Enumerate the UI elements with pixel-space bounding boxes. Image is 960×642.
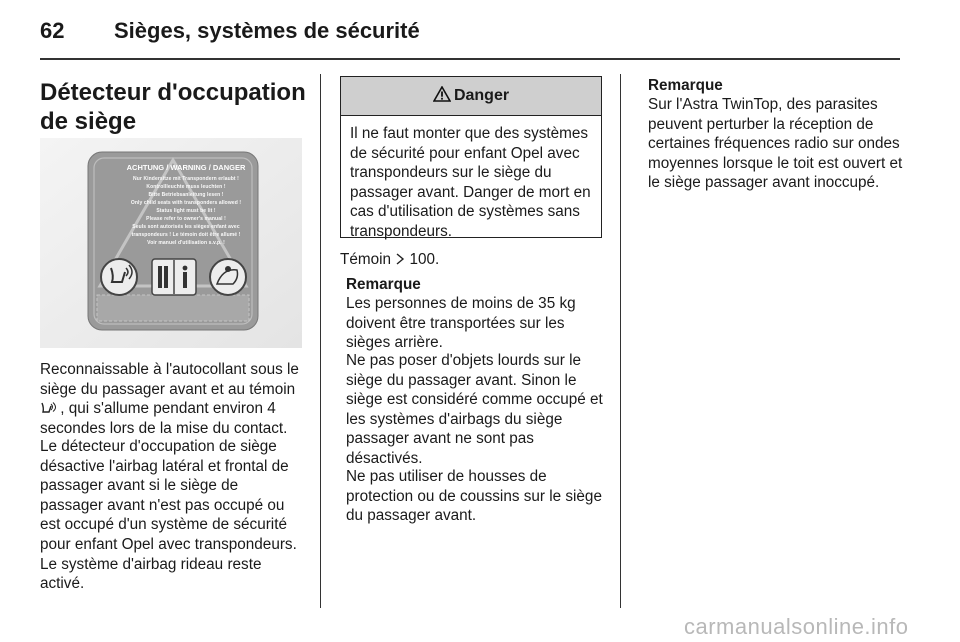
sticker-header: ACHTUNG / WARNING / DANGER [126, 163, 246, 172]
col1-p1-rest: , qui s'allume pendant environ 4 secondes lors de la mise du contact. [40, 400, 288, 437]
note-paragraph-twintop: Sur l'Astra TwinTop, des parasites peuvent perturber la réception de certaines fréquences radio sur ondes moyennes lorsque le toit est ouvert et le siège passager avant inoccupé. [648, 96, 903, 192]
sticker-line: Seuls sont autorisés les sièges enfant avec [132, 224, 240, 230]
sticker-line: Status light must be lit ! [156, 208, 216, 214]
note-label: Remarque [346, 276, 421, 293]
note-paragraph-3: Ne pas utiliser de housses de protection ou de coussins sur le siège du passager avant. [346, 468, 602, 525]
temoin-page-ref[interactable]: 100. [409, 251, 440, 268]
watermark: carmanualsonline.info [684, 614, 909, 639]
sticker-line: Bitte Betriebsanleitung lesen ! [148, 192, 224, 198]
sticker-line: Only child seats with transponders allowed ! [130, 200, 242, 206]
sticker-photo [40, 138, 302, 348]
sticker-line: Kontrollleuchte muss leuchten ! [146, 184, 226, 190]
temoin-reference [340, 250, 602, 270]
seat-occupancy-indicator-icon [40, 400, 60, 417]
header-rule [40, 58, 900, 60]
column-divider-right [620, 74, 621, 608]
col1-p1-text: Reconnaissable à l'autocollant sous le siège du passager avant et au témoin [40, 361, 299, 398]
section-title: Détecteur d'occupation de siège [40, 79, 306, 135]
danger-label: Danger [453, 87, 510, 104]
danger-box [340, 76, 602, 238]
note-paragraph-2: Ne pas poser d'objets lourds sur le siège du passager avant. Sinon le siège est considéré comme occupé et les systèmes d'airbags du siège passager avant ne sont pas désactivés. [346, 352, 603, 467]
sticker-line: Please refer to owner's manual ! [146, 216, 226, 222]
danger-text: Il ne faut monter que des systèmes de sécurité pour enfant Opel avec transpondeurs sur le siège du passager avant. Danger de mort en cas d'utilisation de systèmes sans transpondeurs. [350, 125, 591, 240]
column-divider-left [320, 74, 321, 608]
col1-paragraph-1 [40, 360, 302, 438]
page-number: 62 [40, 18, 65, 43]
warning-triangle-icon [433, 86, 454, 107]
chapter-title: Sièges, systèmes de sécurité [114, 18, 420, 43]
sticker-line: Voir manuel d'utilisation s.v.p. ! [147, 240, 225, 246]
note-paragraph-1: Les personnes de moins de 35 kg doivent être transportées sur les sièges arrière. [346, 295, 576, 352]
col1-paragraph-2: Le détecteur d'occupation de siège désactive l'airbag latéral et frontal de passager avant si le siège de passager avant n'est pas occupé ou est occupé d'un système de sécurité pour enfant Opel avec transpondeurs. Le système d'airbag rideau reste activé. [40, 438, 297, 593]
note-label: Remarque [648, 77, 723, 94]
danger-header [341, 77, 601, 116]
sticker-line: transpondeurs ! Le témoin doit être allumé ! [131, 232, 241, 238]
page-reference-arrow-icon [395, 251, 409, 268]
temoin-label: Témoin [340, 251, 392, 268]
sticker-line: Nur Kindersitze mit Transpondern erlaubt ! [133, 176, 239, 182]
